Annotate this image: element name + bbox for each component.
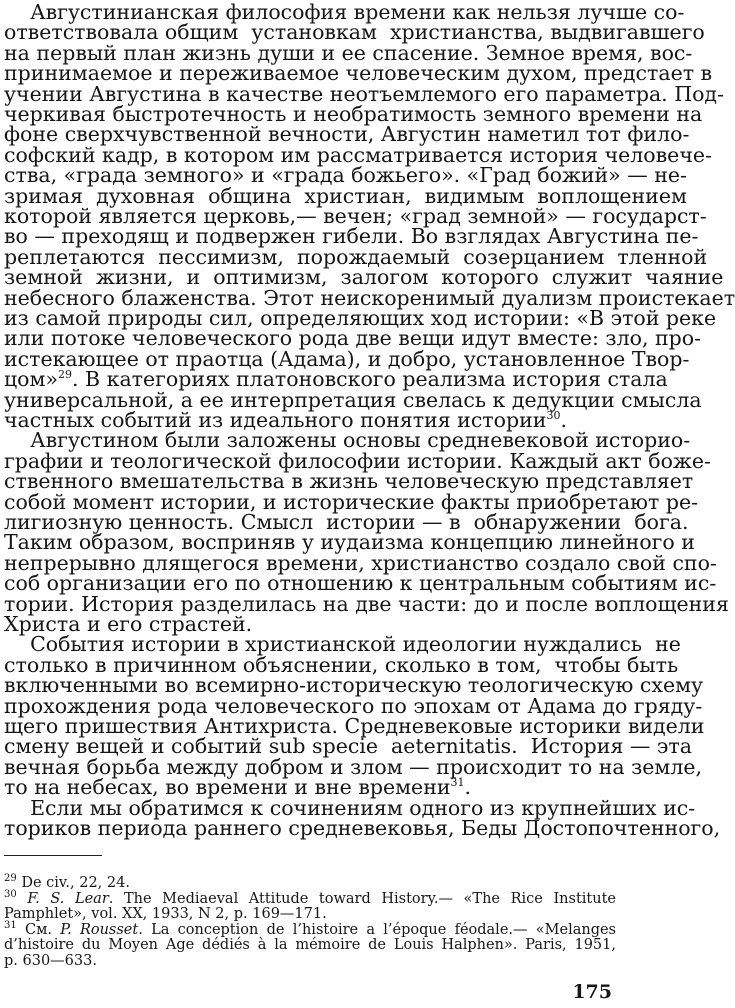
text-line: События истории в христианской идеологии нуждались не — [4, 632, 681, 657]
footnote-number: 31 — [4, 919, 17, 931]
footnote-ref: 30 — [546, 409, 561, 423]
text-line: тории. История разделилась на две части: до и после воплощения — [4, 591, 729, 616]
text-line: Если мы обратимся к сочинениям одного из крупнейших ис- — [4, 795, 696, 820]
text-line: принимаемое и переживаемое человеческим духом, предстает в — [4, 61, 713, 86]
text-line: из самой природы сил, определяющих ход истории: «В этой реке — [4, 306, 717, 330]
footnote-author: F. S. Lear — [27, 890, 109, 907]
text-line: фоне сверхчувственной вечности, Августин наметил тот фило- — [4, 122, 690, 147]
footnote-line: $^{30}$ F. S. Lear. The Mediaeval Attitude toward History.— «The Rice Institute — [4, 888, 616, 907]
text-line: реплетаются пессимизм, порождаемый созерцанием тленной — [4, 244, 708, 269]
footnote-separator — [4, 855, 102, 856]
text-line: на первый план жизнь души и ее спасение. Земное время, вос- — [4, 40, 693, 65]
text-line: ства, «града земного» и «града божьего». «Град божий» — не- — [4, 163, 687, 188]
text-line: столько в причинном объяснении, сколько в том, чтобы быть — [4, 652, 679, 677]
text-line: соб организации его по отношению к центральным событиям ис- — [4, 571, 717, 596]
text-line: универсальной, а ее интерпретация свелась к дедукции смысла — [4, 387, 702, 412]
text-line: ториков периода раннего средневековья, Беды Достопочтенного, — [4, 816, 721, 840]
text-line: ответствовала общим установкам христианства, выдвигавшего — [4, 20, 705, 45]
text-line: собой момент истории, и исторические факты приобретают ре- — [4, 489, 699, 514]
text-line: прохождения рода человеческого по эпохам от Адама до гряду- — [4, 693, 703, 718]
text-line: истекающее от праотца (Адама), и добро, установленное Твор- — [4, 346, 690, 371]
footnote-number: 30 — [4, 888, 17, 900]
footnote-line: $^{29}$ De civ., 22, 24. — [4, 873, 130, 891]
text-line: ственного вмешательства в жизнь человеческую представляет — [4, 469, 694, 494]
footnote-ref: 29 — [58, 368, 73, 382]
text-line: которой является церковь,— вечен; «град земной» — государст- — [4, 204, 707, 228]
text-line: смену вещей и событий sub specie aeternitatis. История — эта — [4, 734, 692, 759]
text-line: земной жизни, и оптимизм, залогом которого служит чаяние — [4, 265, 724, 290]
text-line: софский кадр, в котором им рассматривается история человече- — [4, 142, 712, 167]
text-line: то на небесах, во времени и вне времени$^{31}$. — [4, 775, 472, 800]
text-line: включенными во всемирно-историческую теологическую схему — [4, 673, 704, 698]
text-line: во — преходящ и подвержен гибели. Во взглядах Августина пе- — [4, 224, 699, 249]
page-number: 175 — [572, 981, 612, 1003]
footnote-line: $^{31}$ См. P. Rousset. La conception de l’histoire a l’époque féodale.— «Melanges — [4, 919, 616, 938]
text-line: зримая духовная община христиан, видимым воплощением — [4, 183, 687, 208]
footnote-line: Pamphlet», vol. XX, 1933, N 2, p. 169—171. — [4, 906, 327, 922]
text-line: графии и теологической философии истории. Каждый акт боже- — [4, 448, 711, 473]
text-line: частных событий из идеального понятия истории$^{30}$. — [4, 408, 567, 432]
text-line: непрерывно длящегося времени, христианство создало свой спо- — [4, 550, 717, 575]
text-line: Христа и его страстей. — [4, 612, 253, 636]
book-page — [4, 0, 735, 1008]
text-line: Августином были заложены основы средневековой историо- — [4, 428, 691, 453]
text-line: учении Августина в качестве неотъемлемого его параметра. Под- — [4, 81, 724, 106]
text-line: Августинианская философия времени как нельзя лучше со- — [4, 0, 685, 24]
text-line: Таким образом, восприняв у иудаизма концепцию линейного и — [4, 530, 695, 555]
footnote-line: d’histoire du Moyen Age dédiés à la mémoire de Louis Halphen». Paris, 1951, — [4, 937, 616, 953]
text-line: цом»$^{29}$. В категориях платоновского реализма история стала — [4, 367, 668, 392]
footnote-line: p. 630—633. — [4, 952, 97, 969]
text-line: черкивая быстротечность и необратимость земного времени на — [4, 102, 703, 126]
text-line: или потоке человеческого рода две вещи идут вместе: зло, про- — [4, 326, 702, 351]
text-line: вечная борьба между добром и злом — происходит то на земле, — [4, 754, 703, 779]
text-line: небесного блаженства. Этот неискоренимый дуализм проистекает — [4, 285, 735, 310]
text-line: щего пришествия Антихриста. Средневековые историки видели — [4, 714, 705, 738]
footnote-number: 29 — [4, 873, 17, 885]
footnote-ref: 31 — [450, 776, 465, 790]
footnote-author: P. Rousset — [60, 921, 139, 938]
text-line: лигиозную ценность. Смысл истории — в обнаружении бога. — [4, 510, 689, 534]
